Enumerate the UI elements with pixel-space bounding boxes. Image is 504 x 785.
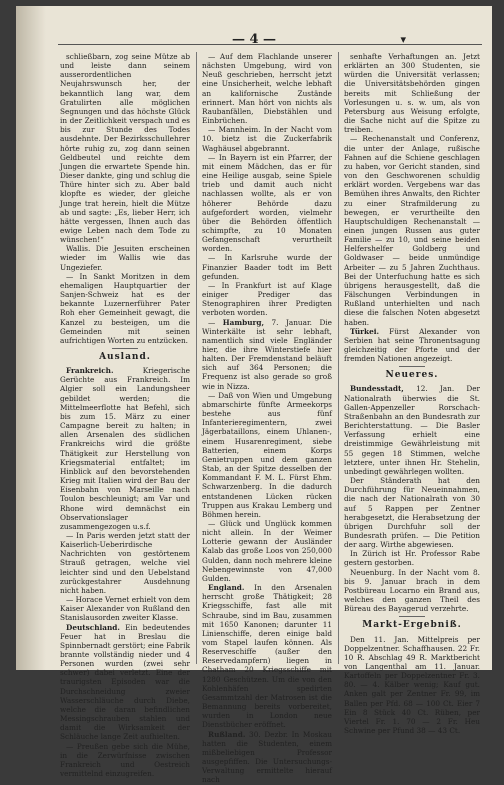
divider: [112, 348, 138, 349]
header-mark: ▾: [400, 33, 406, 46]
article-paragraph: — In Paris werden jetzt statt der Kaiserlich-Ueberirdische Nachrichten von gestörtenem Strauß getragen, welche viel leichter sind und den Uebelstand zurückgestahrer Ausdehnung nicht haben.: [60, 530, 190, 595]
article-paragraph: — Preußen gebe sich die Mühe, in die Zerwürfnisse zwischen Frankreich und Oestreich vermittelnd einzugreifen.: [60, 741, 190, 779]
article-paragraph: — Daß von Wien und Umgebung abmarschirte fünfte Armeekorps bestehe aus fünf Infanterieregimentern, zwei Jägerbataillons, einem Uhlanen-, einem Husarenregiment, siebe Batterien, einem Korps Genietruppen und dem ganzen Stab, an der Spitze desselben der Kommandant F. M. L. Fürst Ehm. Schwarzenberg. In die dadurch entstandenen Lücken rücken Truppen aus Krakau Lemberg und Böhmen herein.: [202, 390, 332, 519]
column-rule: [338, 52, 339, 664]
header-rule: [58, 44, 482, 45]
article-text: Fürst Alexander von Serbien hat seine Thronentsagung gleichzeitig der Pforte und der fremden Nationen angezeigt.: [344, 326, 480, 364]
article-lead: Hamburg,: [222, 317, 265, 327]
article-paragraph: — Auf dem Flachlande unserer nächsten Umgebung, wird von Neuß geschrieben, herrscht jetzt eine Unsicherheit, welche lebhaft an kalifornische Zustände erinnert. Man hört von nichts als Raubanfällen, Diebstählen und Einbrüchen.: [202, 52, 332, 126]
article-lead: Deutschland.: [66, 622, 120, 632]
section-heading: Neueres.: [385, 370, 439, 381]
article-paragraph: [344, 327, 480, 364]
article-paragraph: Neuenburg. In der Nacht vom 8. bis 9. Januar brach in dem Postbüreau Locarno ein Brand aus, welches den ganzen Theil des Büreau des Bayagerud verzehrte.: [344, 567, 480, 614]
article-paragraph: — Glück und Unglück kommen nicht allein. In der Weimer Lotterie gewann der Ausländer Kalab das große Loos von 250,000 Gulden, dann noch mehrere kleine Nebengewinnste von 47,000 Gulden.: [202, 518, 332, 583]
article-text: Ein bedeutendes Feuer hat in Breslau die Spinnbernadt gerstört; eine Fabrik brannte vollständig nieder und 4 Personen wurden (zwei sehr schwer) dabei verletzt. Eine der traurigsten Episoden war die Durchschneidung zweier Wasserschläuche durch Diebe, welche die daran befindlichen Messingschrauben stahlen und damit die Wirksamkeit der Schläuche lange Zeit aufhielten.: [60, 622, 190, 742]
article-paragraph: Wallis. Die Jesuiten erscheinen wieder im Wallis wie das Ungeziefer.: [60, 244, 190, 272]
column-3: [344, 52, 480, 736]
article-paragraph: — In Bayern ist ein Pfarrer, der mit einem Mädchen, das er für eine Heilige ausgab, seine Spiele trieb und damit auch nicht nachlassen wollte, als er von höherer Behörde dazu aufgefordert worden, vielmehr über die Behörden öffentlich schimpfte, zu 10 Monaten Gefangenschaft verurtheilt worden.: [202, 152, 332, 254]
market-report: Den 11. Jan. Mittelpreis per Doppelzentner. Schaffhausen. 22 Fr. 10 R. Abschlag 49 R. Marktbericht von Langenthal am 11. Januar. Kartoffeln per Doppelzentner Fr. 3. 80. — 4. Kälber wenig; Kauf gut. Anken galt per Zentner Fr. 99, im Ballen per Pfd. 68 — 100 Ct. Eier 7 Ein 8 Stück 40 Ct. Rüben, per Viertel Fr. 1. 70 — 2 Fr. Heu Schwine per Pfund 38 — 43 Ct.: [344, 634, 480, 736]
article-lead: Frankreich.: [66, 366, 114, 376]
article-paragraph: — In Frankfurt ist auf Klage einiger Prediger das Stenographiren ihrer Predigten verboten worden.: [202, 280, 332, 318]
article-paragraph: senhafte Verhaftungen an. Jetzt erklärten an 300 Studenten, sie würden die Universität verlassen; die Universitätsbehörden gingen bereits mit Schließung der Vorlesungen u. s. w. um, als von Petersburg aus Weisung erfolgte, die Sache nicht auf die Spitze zu treiben.: [344, 52, 480, 135]
article-text: 30. Dezbr. In Moskau hatten die Studenten, einem mißbeliebigen Professor ausgepfiffen. Die Untersuchungs-Verwaltung ermittelte hierauf nach: [202, 729, 332, 785]
article-paragraph: — In Karlsruhe wurde der Finanzier Baader todt im Bett gefunden.: [202, 253, 332, 281]
article-paragraph: [60, 623, 190, 742]
article-paragraph: [202, 583, 332, 730]
newspaper-page: [16, 6, 492, 785]
article-text: 7. Januar. Die Winterkälte ist sehr lebhaft, namentlich sind viele Engländer hier, die ihre Winterstiefe hier halten. Der Fremdenstand beläuft sich auf 364 Personen; die Frequenz ist also gerade so groß wie in Nizza.: [202, 317, 332, 391]
divider: [399, 616, 425, 617]
article-paragraph: [60, 366, 190, 531]
article-paragraph: — Horace Vernet erhielt von dem Kaiser Alexander von Rußland den Stanislausorden zweiter Klasse.: [60, 595, 190, 623]
article-text: 12. Jan. Der Nationalrath überwies die St. Gallen-Appenzeller Rorschach-Straßenbahn an den Bundesrath zur Berichterstattung. — Die Basler Verfassung erhielt eine dreistimmige Gewährleistung mit 55 gegen 18 Stimmen, welche letztere, unter ihnen Hr. Stehelin, unbedingt gewährlegen wollten.: [344, 384, 480, 476]
article-lead: Rußland.: [208, 729, 246, 739]
article-paragraph: — Rechenanstalt und Conferenz, die unter der Anlage, rußische Fahnen auf die Schiene geschlagen zu haben, vor Gericht standen, sind von den Geschworenen schuldig erklärt worden. Vergebens war das Bemühen ihres Anwalts, den Richter zu einer Strafmilderung zu bewegen, er verurtheilte den Hauptschuldigen Rechenanstalt — einen jungen Russen aus guter Familie — zu 10, und seine beiden Helfershelfer Goldberg und Goldwaser — beide unmündige Arbeiter — zu 5 Jahren Zuchthaus. Bei der Unterfuchung hatte es sich übrigens herausgestellt, daß die Fälschungen Verbindungen in Rußland unterhielten und nach diese die falschen Noten abgesetzt haben.: [344, 134, 480, 327]
article-lead: Bundesstadt,: [350, 384, 404, 394]
column-2: [202, 52, 332, 785]
market-heading: Markt-Ergebniß.: [362, 620, 462, 631]
article-paragraph: Der Ständerath hat den Durchführung für Neueinnahmen, die nach der Nationalrath von 30 auf 5 Rappen per Zentner herabgesetzt, die Herabsetzung der übrigen Durchfuhr soll der Bundesrath prüfen. — Die Petition der aarg. Wirthe abgewiesen.: [344, 476, 480, 550]
article-paragraph: schließbarn, zog seine Mütze ab und leiste dann seinem ausserordentlichen Neujahrswunsch her, der bekanntlich lang war, dem Gratulirten alle möglichen Segnungen und das höchste Glück in der Zeitlichkeit verspach und es bis zur Stunde des Todes ausdehnte. Der Bezirksschullehrer hörte ruhig zu, zog dann seinen Geldbeutel und reichte dem Jungen die erwartete Spende hin. Dieser dankte, ging und schlug die Thüre hinter sich zu. Aber bald klopfte es wieder, der gleiche Junge trat herein, hielt die Mütze ab und sagte: „Es, lieber Herr, ich hätte vergessen, Ihnen auch das ewige Leben nach dem Tode zu wünschen!“: [60, 52, 190, 245]
article-lead: Türkei.: [350, 326, 380, 336]
article-text: Kriegerische Gerüchte aus Frankreich. Im Algier soll ein Landungsheer gebildet werden; die Mittelmeerflotte hat Befehl, sich bis zum 15. März zu einer Campagne bereit zu halten; in allen Arsenalen des südlichen Frankreichs wird die größte Thätigkeit zur Herstellung von Kriegsmaterial entfaltet; im Hinblick auf den bevorstehenden Krieg mit Italien wird der Bau der Eisenbahn von Marseille nach Toulon beschleunigt; am Var und Rhone wird demnächst ein Observationslager zusammengezogen u.s.f.: [60, 366, 190, 531]
section-heading: Ausland.: [99, 352, 151, 362]
column-1: [60, 52, 190, 779]
page-number: — 4 —: [231, 32, 277, 47]
divider: [399, 366, 425, 367]
article-text: In den Arsenalen herrscht große Thätigkeit; 28 Kriegsschiffe, fast alle mit Schraube, sind im Bau, zusammen mit 1650 Kanonen; darunter 11 Linienschiffe, deren einige bald vom Stapel laufen können. Als Reserveschiffe (außer den Reservedampfern) liegen in Chatham 20 Kriegsschiffe mit 1280 Geschützen. Um die von den Kohlenhäfen spedirten Gesammtzahl der Matrosen ist die Bemannung bereits vorbereitet, wurden in London neue Dienstbücher eröffnet.: [202, 583, 332, 730]
page-gutter-shadow: [16, 6, 46, 670]
article-lead: England.: [208, 583, 245, 593]
article-paragraph: — Mannheim. In der Nacht vom 10. bietz ist die Zuckerfabrik Waghäusel abgebrannt.: [202, 125, 332, 153]
article-paragraph: — In Sankt Moritzen in dem ehemaligen Hauptquartier der Sanjen-Schweiz hat es der bekannte Luzernerführer Pater Roh eher Gemeinheit gewagt, die Kanzel zu besteigen, um die Gemeinden mit seinen aufrichtigen Worten zu entzücken.: [60, 271, 190, 345]
article-paragraph: [344, 384, 480, 476]
article-paragraph: In Zürich ist Hr. Professor Rabe gestern gestorben.: [344, 549, 480, 568]
article-paragraph: [202, 730, 332, 785]
column-rule: [196, 52, 197, 664]
article-paragraph: — Hamburg, 7. Januar. Die Winterkälte ist sehr lebhaft, namentlich sind viele Engländer hier, die ihre Winterstiefe hier halten. Der Fremdenstand beläuft sich auf 364 Personen; die Frequenz ist also gerade so groß wie in Nizza.: [202, 317, 332, 391]
